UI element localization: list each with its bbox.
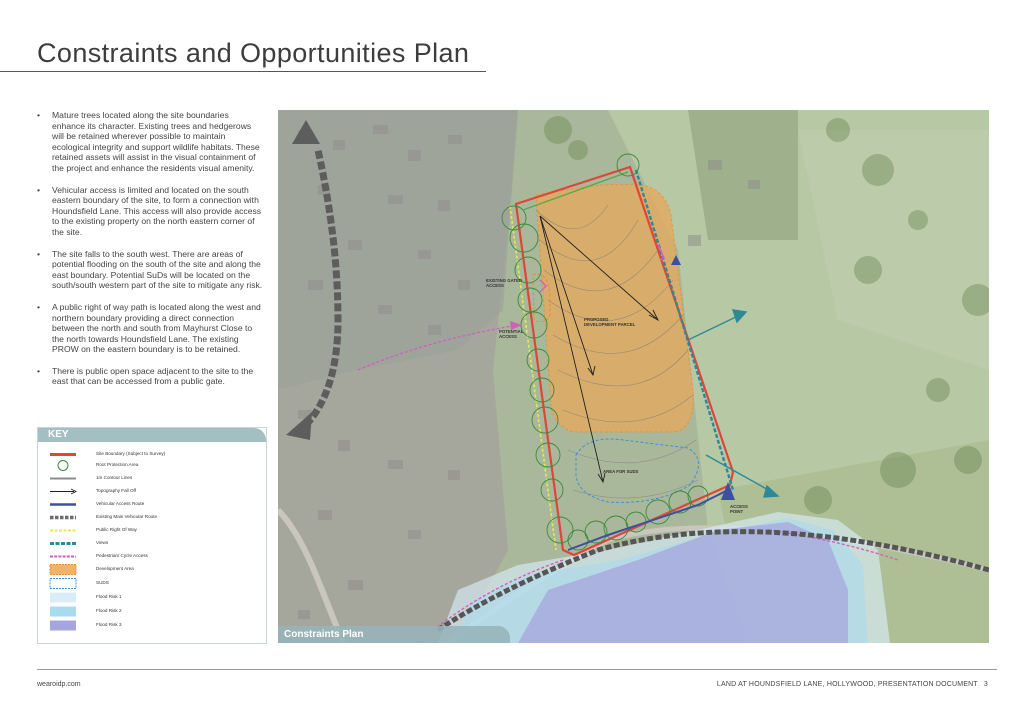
key-label: SUDS bbox=[96, 580, 109, 585]
bullet-text: Vehicular access is limited and located on the south eastern boundary of the site, to form a connection with Houndsfield Lane. This access will also provide access to the existing property on the north eastern corner of the site. bbox=[52, 184, 262, 237]
key-item-suds bbox=[48, 578, 258, 589]
orange-fill-icon bbox=[48, 564, 78, 575]
map-caption-tab: Constraints Plan bbox=[278, 626, 510, 643]
teal-dashed-icon bbox=[48, 538, 78, 549]
key-label: Site Boundary (Subject to Survey) bbox=[96, 451, 166, 456]
footer-website[interactable]: wearoidp.com bbox=[37, 681, 81, 688]
bullet-dot-icon: • bbox=[37, 365, 41, 376]
key-label: Flood Risk 3 bbox=[96, 622, 122, 627]
map-label-development-parcel-2: DEVELOPMENT PARCEL bbox=[584, 322, 636, 327]
footer-document-title: LAND AT HOUNDSFIELD LANE, HOLLYWOOD, PRESENTATION DOCUMENT bbox=[716, 681, 978, 688]
navy-line-icon bbox=[48, 499, 78, 510]
grey-line-icon bbox=[48, 473, 78, 484]
map-label-existing-gated: EXISTING GATED bbox=[486, 278, 522, 283]
key-label: Views bbox=[96, 540, 109, 545]
map-label-development-parcel: PROPOSED bbox=[584, 317, 609, 322]
yellow-dashed-icon bbox=[48, 525, 78, 536]
title-divider bbox=[0, 71, 486, 72]
map-label-access-point: ACCESS bbox=[730, 504, 748, 509]
footer-document bbox=[717, 681, 988, 688]
page-title: Constraints and Opportunities Plan bbox=[37, 38, 470, 68]
key-label: 1m Contour Lines bbox=[96, 475, 133, 480]
magenta-dashed-icon bbox=[48, 551, 78, 562]
red-line-icon bbox=[48, 449, 78, 460]
bullet-list bbox=[36, 110, 264, 398]
constraints-map bbox=[278, 110, 989, 643]
blue-dashed-box-icon bbox=[48, 578, 78, 589]
bullet-item bbox=[36, 302, 264, 355]
key-label: Public Right Of Way bbox=[96, 527, 137, 532]
key-label: Root Protection Area bbox=[96, 462, 139, 467]
flood-risk-3-swatch-icon bbox=[48, 620, 78, 631]
key-item-views bbox=[48, 538, 258, 549]
bullet-item bbox=[36, 249, 264, 291]
map-label-potential-access: POTENTIAL bbox=[499, 329, 524, 334]
map-label-access-point-2: POINT bbox=[730, 509, 744, 514]
bullet-text: The site falls to the south west. There are areas of potential flooding on the south of the site and along the east boundary. Potential SuDs will be located on the south/south western part of the site to mitigate any risk. bbox=[52, 248, 263, 291]
key-item-site-boundary bbox=[48, 449, 258, 460]
key-label: Development Area bbox=[96, 566, 134, 571]
green-circle-icon bbox=[48, 460, 78, 471]
bullet-item bbox=[36, 185, 264, 238]
key-label: Pedestrian/ Cycle Access bbox=[96, 553, 148, 558]
flood-risk-2-swatch-icon bbox=[48, 606, 78, 617]
bullet-text: There is public open space adjacent to the site to the east that can be accessed from a public gate. bbox=[52, 365, 254, 387]
bullet-text: Mature trees located along the site boundaries enhance its character. Existing trees and hedgerows will be retained wherever possible to maintain ecological integrity and support wildlife habitats. These retained assets will assist in the visual containment of the project and enhance the residents visual amenity. bbox=[52, 110, 260, 173]
development-parcel bbox=[536, 184, 693, 432]
bullet-text: A public right of way path is located along the west and northern boundary providing a direct connection between the north and south from Mayhurst Close to the north towards Houndsfield Lane. The existing PROW on the eastern boundary is to be retained. bbox=[52, 301, 261, 355]
key-item-contour bbox=[48, 473, 258, 484]
bullet-item bbox=[36, 110, 264, 174]
key-item-topography bbox=[48, 486, 258, 497]
key-item-flood-1 bbox=[48, 592, 258, 603]
key-label: Existing Main Vehicular Route bbox=[96, 514, 158, 519]
bullet-dot-icon: • bbox=[37, 248, 41, 259]
key-item-development bbox=[48, 564, 258, 575]
page-number: 3 bbox=[983, 681, 988, 688]
key-item-flood-2 bbox=[48, 606, 258, 617]
key-item-main-route bbox=[48, 512, 258, 523]
key-item-root-protection bbox=[48, 460, 258, 471]
key-item-vehicular bbox=[48, 499, 258, 510]
bullet-dot-icon: • bbox=[37, 301, 41, 312]
footer-divider bbox=[37, 669, 997, 670]
bullet-dot-icon: • bbox=[37, 110, 41, 120]
map-label-suds: AREA FOR SUDS bbox=[603, 469, 639, 474]
bullet-item bbox=[36, 366, 264, 387]
key-item-flood-3 bbox=[48, 620, 258, 631]
flood-risk-1-swatch-icon bbox=[48, 592, 78, 603]
key-label: Flood Risk 2 bbox=[96, 608, 122, 613]
key-item-pedestrian bbox=[48, 551, 258, 562]
key-item-prow bbox=[48, 525, 258, 536]
key-title: KEY bbox=[38, 428, 266, 442]
key-label: Vehicular Access Route bbox=[96, 501, 145, 506]
aerial-map-graphic bbox=[278, 110, 989, 643]
map-label-potential-access-2: ACCESS bbox=[499, 334, 517, 339]
map-key bbox=[37, 427, 267, 644]
arrow-icon bbox=[48, 486, 78, 497]
grey-dashed-icon bbox=[48, 512, 78, 523]
key-label: Flood Risk 1 bbox=[96, 594, 122, 599]
bullet-dot-icon: • bbox=[37, 184, 41, 195]
key-label: Topography Fall Off bbox=[96, 488, 137, 493]
map-label-existing-gated-2: ACCESS bbox=[486, 283, 504, 288]
